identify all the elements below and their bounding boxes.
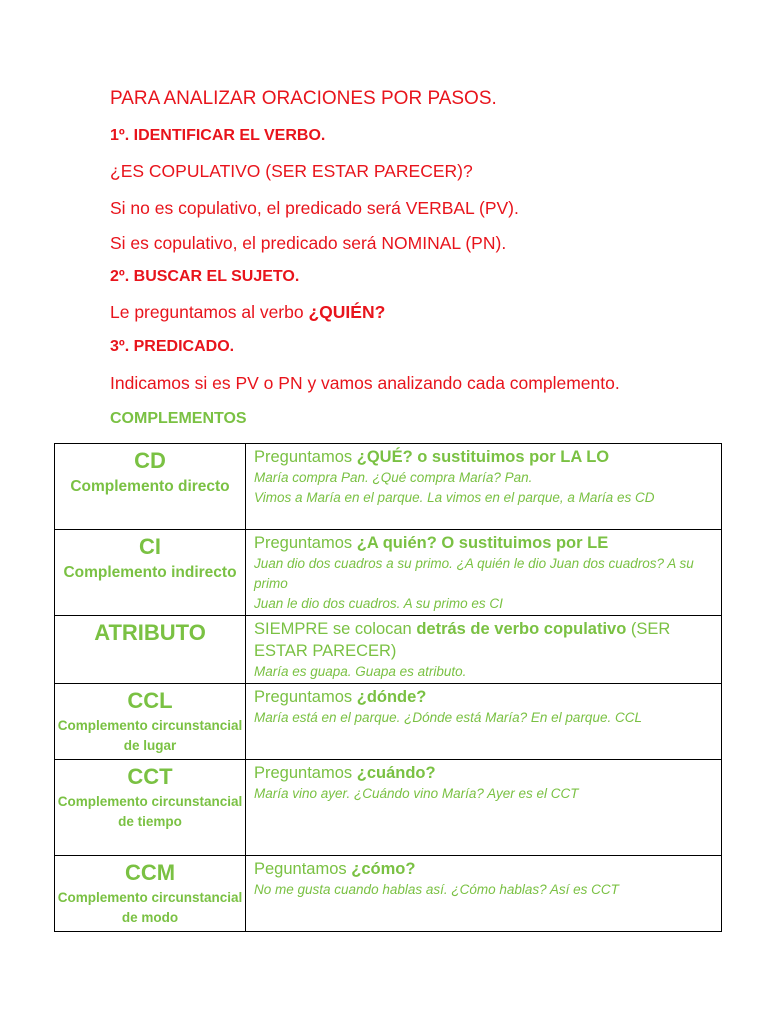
table-row	[55, 856, 722, 932]
verbal-predicate-note: Si no es copulativo, el predicado será VERBAL (PV).	[110, 198, 519, 218]
question-bold: ¿A quién? O sustituimos por LE	[356, 534, 609, 552]
complement-abbr: CCL	[127, 688, 173, 713]
complement-question	[254, 762, 715, 784]
copulative-question: ¿ES COPULATIVO (SER ESTAR PARECER)?	[110, 161, 473, 181]
complements-label: COMPLEMENTOS	[110, 410, 247, 427]
example-line: María vino ayer. ¿Cuándo vino María? Ayer es el CCT	[254, 786, 579, 801]
subject-question-bold: ¿QUIÉN?	[308, 302, 386, 322]
complement-abbr: CCT	[127, 764, 173, 789]
complement-description-cell	[246, 856, 722, 932]
complement-description-cell	[246, 530, 722, 616]
predicate-instructions: Indicamos si es PV o PN y vamos analizando cada complemento.	[110, 373, 620, 393]
question-prefix: Peguntamos	[254, 860, 352, 878]
table-row	[55, 444, 722, 530]
complement-abbr: ATRIBUTO	[94, 620, 206, 645]
complement-description-cell	[246, 616, 722, 684]
complement-full-name: Complemento circunstancial de tiempo	[57, 794, 243, 829]
complement-name-cell	[55, 856, 246, 932]
example-line: Juan dio dos cuadros a su primo. ¿A quién le dio Juan dos cuadros? A su primo	[254, 556, 694, 591]
question-bold: ¿QUÉ? o sustituimos por LA LO	[356, 448, 610, 466]
complement-name-cell	[55, 444, 246, 530]
complement-full-name: Complemento circunstancial de modo	[57, 890, 243, 925]
question-bold: ¿cómo?	[351, 860, 416, 878]
question-suffix: (SER ESTAR PARECER)	[254, 620, 671, 660]
complement-question	[254, 618, 715, 662]
complement-abbr: CI	[139, 534, 161, 559]
complement-description-cell	[246, 760, 722, 856]
question-bold: ¿cuándo?	[356, 764, 436, 782]
table-row	[55, 530, 722, 616]
example-line: No me gusta cuando hablas así. ¿Cómo hablas? Así es CCT	[254, 882, 619, 897]
question-prefix: Preguntamos	[254, 534, 357, 552]
question-prefix: SIEMPRE se colocan	[254, 620, 417, 638]
example-line: María es guapa. Guapa es atributo.	[254, 664, 467, 679]
complement-full-name: Complemento indirecto	[63, 564, 237, 581]
complement-full-name: Complemento directo	[70, 478, 230, 495]
subject-question	[110, 302, 385, 323]
example-line: María compra Pan. ¿Qué compra María? Pan.	[254, 470, 533, 485]
complement-name-cell	[55, 684, 246, 760]
question-prefix: Preguntamos	[254, 448, 357, 466]
example-line: María está en el parque. ¿Dónde está María? En el parque. CCL	[254, 710, 642, 725]
nominal-predicate-note: Si es copulativo, el predicado será NOMINAL (PN).	[110, 233, 507, 253]
step-2-heading: 2º. BUSCAR EL SUJETO.	[110, 268, 300, 285]
example-line: Juan le dio dos cuadros. A su primo es CI	[254, 596, 503, 611]
subject-question-prefix: Le preguntamos al verbo	[110, 302, 309, 322]
complement-abbr: CD	[134, 448, 166, 473]
question-prefix: Preguntamos	[254, 688, 357, 706]
example-line: Vimos a María en el parque. La vimos en el parque, a María es CD	[254, 490, 655, 505]
complement-full-name: Complemento circunstancial de lugar	[57, 718, 243, 753]
question-prefix: Preguntamos	[254, 764, 357, 782]
complement-description-cell	[246, 684, 722, 760]
table-row	[55, 616, 722, 684]
step-1-heading: 1º. IDENTIFICAR EL VERBO.	[110, 127, 326, 144]
complement-description-cell	[246, 444, 722, 530]
question-bold: ¿dónde?	[356, 688, 427, 706]
table-row	[55, 684, 722, 760]
step-3-heading: 3º. PREDICADO.	[110, 338, 235, 355]
complement-abbr: CCM	[124, 860, 176, 885]
complement-question	[254, 532, 715, 554]
complement-question	[254, 686, 715, 708]
question-bold: detrás de verbo copulativo	[416, 620, 627, 638]
complements-table	[54, 443, 722, 932]
complement-name-cell	[55, 616, 246, 684]
complement-name-cell	[55, 760, 246, 856]
complement-question	[254, 858, 715, 880]
complement-name-cell	[55, 530, 246, 616]
table-row	[55, 760, 722, 856]
complement-question	[254, 446, 715, 468]
page-title: PARA ANALIZAR ORACIONES POR PASOS.	[110, 88, 497, 109]
